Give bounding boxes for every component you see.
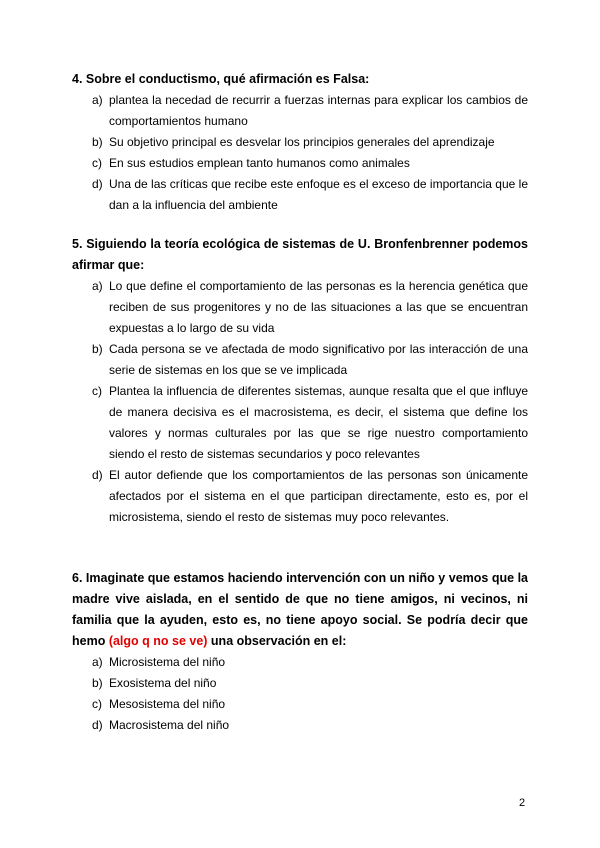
option-d: d) El autor defiende que los comportamientos de las personas son únicamente afectados por el sistema en el que participan directamente, esto es, por el microsistema, siendo el resto de sistemas muy poco relevantes. — [92, 468, 528, 524]
highlighted-note: (algo q no se ve) — [108, 634, 208, 648]
option-list — [72, 652, 528, 736]
option-list — [72, 276, 528, 528]
question-title: 5. Siguiendo la teoría ecológica de sistemas de U. Bronfenbrenner podemos afirmar que: — [72, 237, 528, 272]
option-list — [72, 90, 528, 216]
option-d: d) Una de las críticas que recibe este enfoque es el exceso de importancia que le dan a la influencia del ambiente — [92, 177, 528, 212]
question-title: 6. Imaginate que estamos haciendo intervención con un niño y vemos que la madre vive aislada, en el sentido de que no tiene amigos, ni vecinos, ni familia que la ayuden, esto es, no tiene apoyo social. Se podría decir que hemo (algo q no se ve) una observación en el: — [72, 571, 528, 648]
option-a: a) plantea la necedad de recurrir a fuerzas internas para explicar los cambios de comportamientos humano — [92, 93, 528, 128]
option-c: c) Plantea la influencia de diferentes sistemas, aunque resalta que el que influye de manera decisiva es el macrosistema, es decir, el sistema que define los valores y normas culturales por las que se rige nuestro comportamiento siendo el resto de sistemas secundarios y poco relevantes — [92, 384, 528, 461]
option-a: a) Microsistema del niño — [92, 655, 226, 669]
question-4 — [72, 69, 528, 216]
question-title: 4. Sobre el conductismo, qué afirmación es Falsa: — [72, 72, 370, 86]
option-b: b) Cada persona se ve afectada de modo significativo por las interacción de una serie de sistemas en los que se ve implicada — [92, 342, 528, 377]
option-b: b) Exosistema del niño — [92, 676, 217, 690]
question-6 — [72, 568, 528, 736]
option-a: a) Lo que define el comportamiento de las personas es la herencia genética que reciben de sus progenitores y no de las situaciones a las que se encuentran expuestas a lo largo de su vida — [92, 279, 528, 335]
question-5 — [72, 234, 528, 528]
option-d: d) Macrosistema del niño — [92, 718, 230, 732]
page-number: 2 — [519, 797, 526, 809]
option-c: c) En sus estudios emplean tanto humanos como animales — [92, 156, 410, 170]
option-b: b) Su objetivo principal es desvelar los principios generales del aprendizaje — [92, 135, 495, 149]
option-c: c) Mesosistema del niño — [92, 697, 226, 711]
